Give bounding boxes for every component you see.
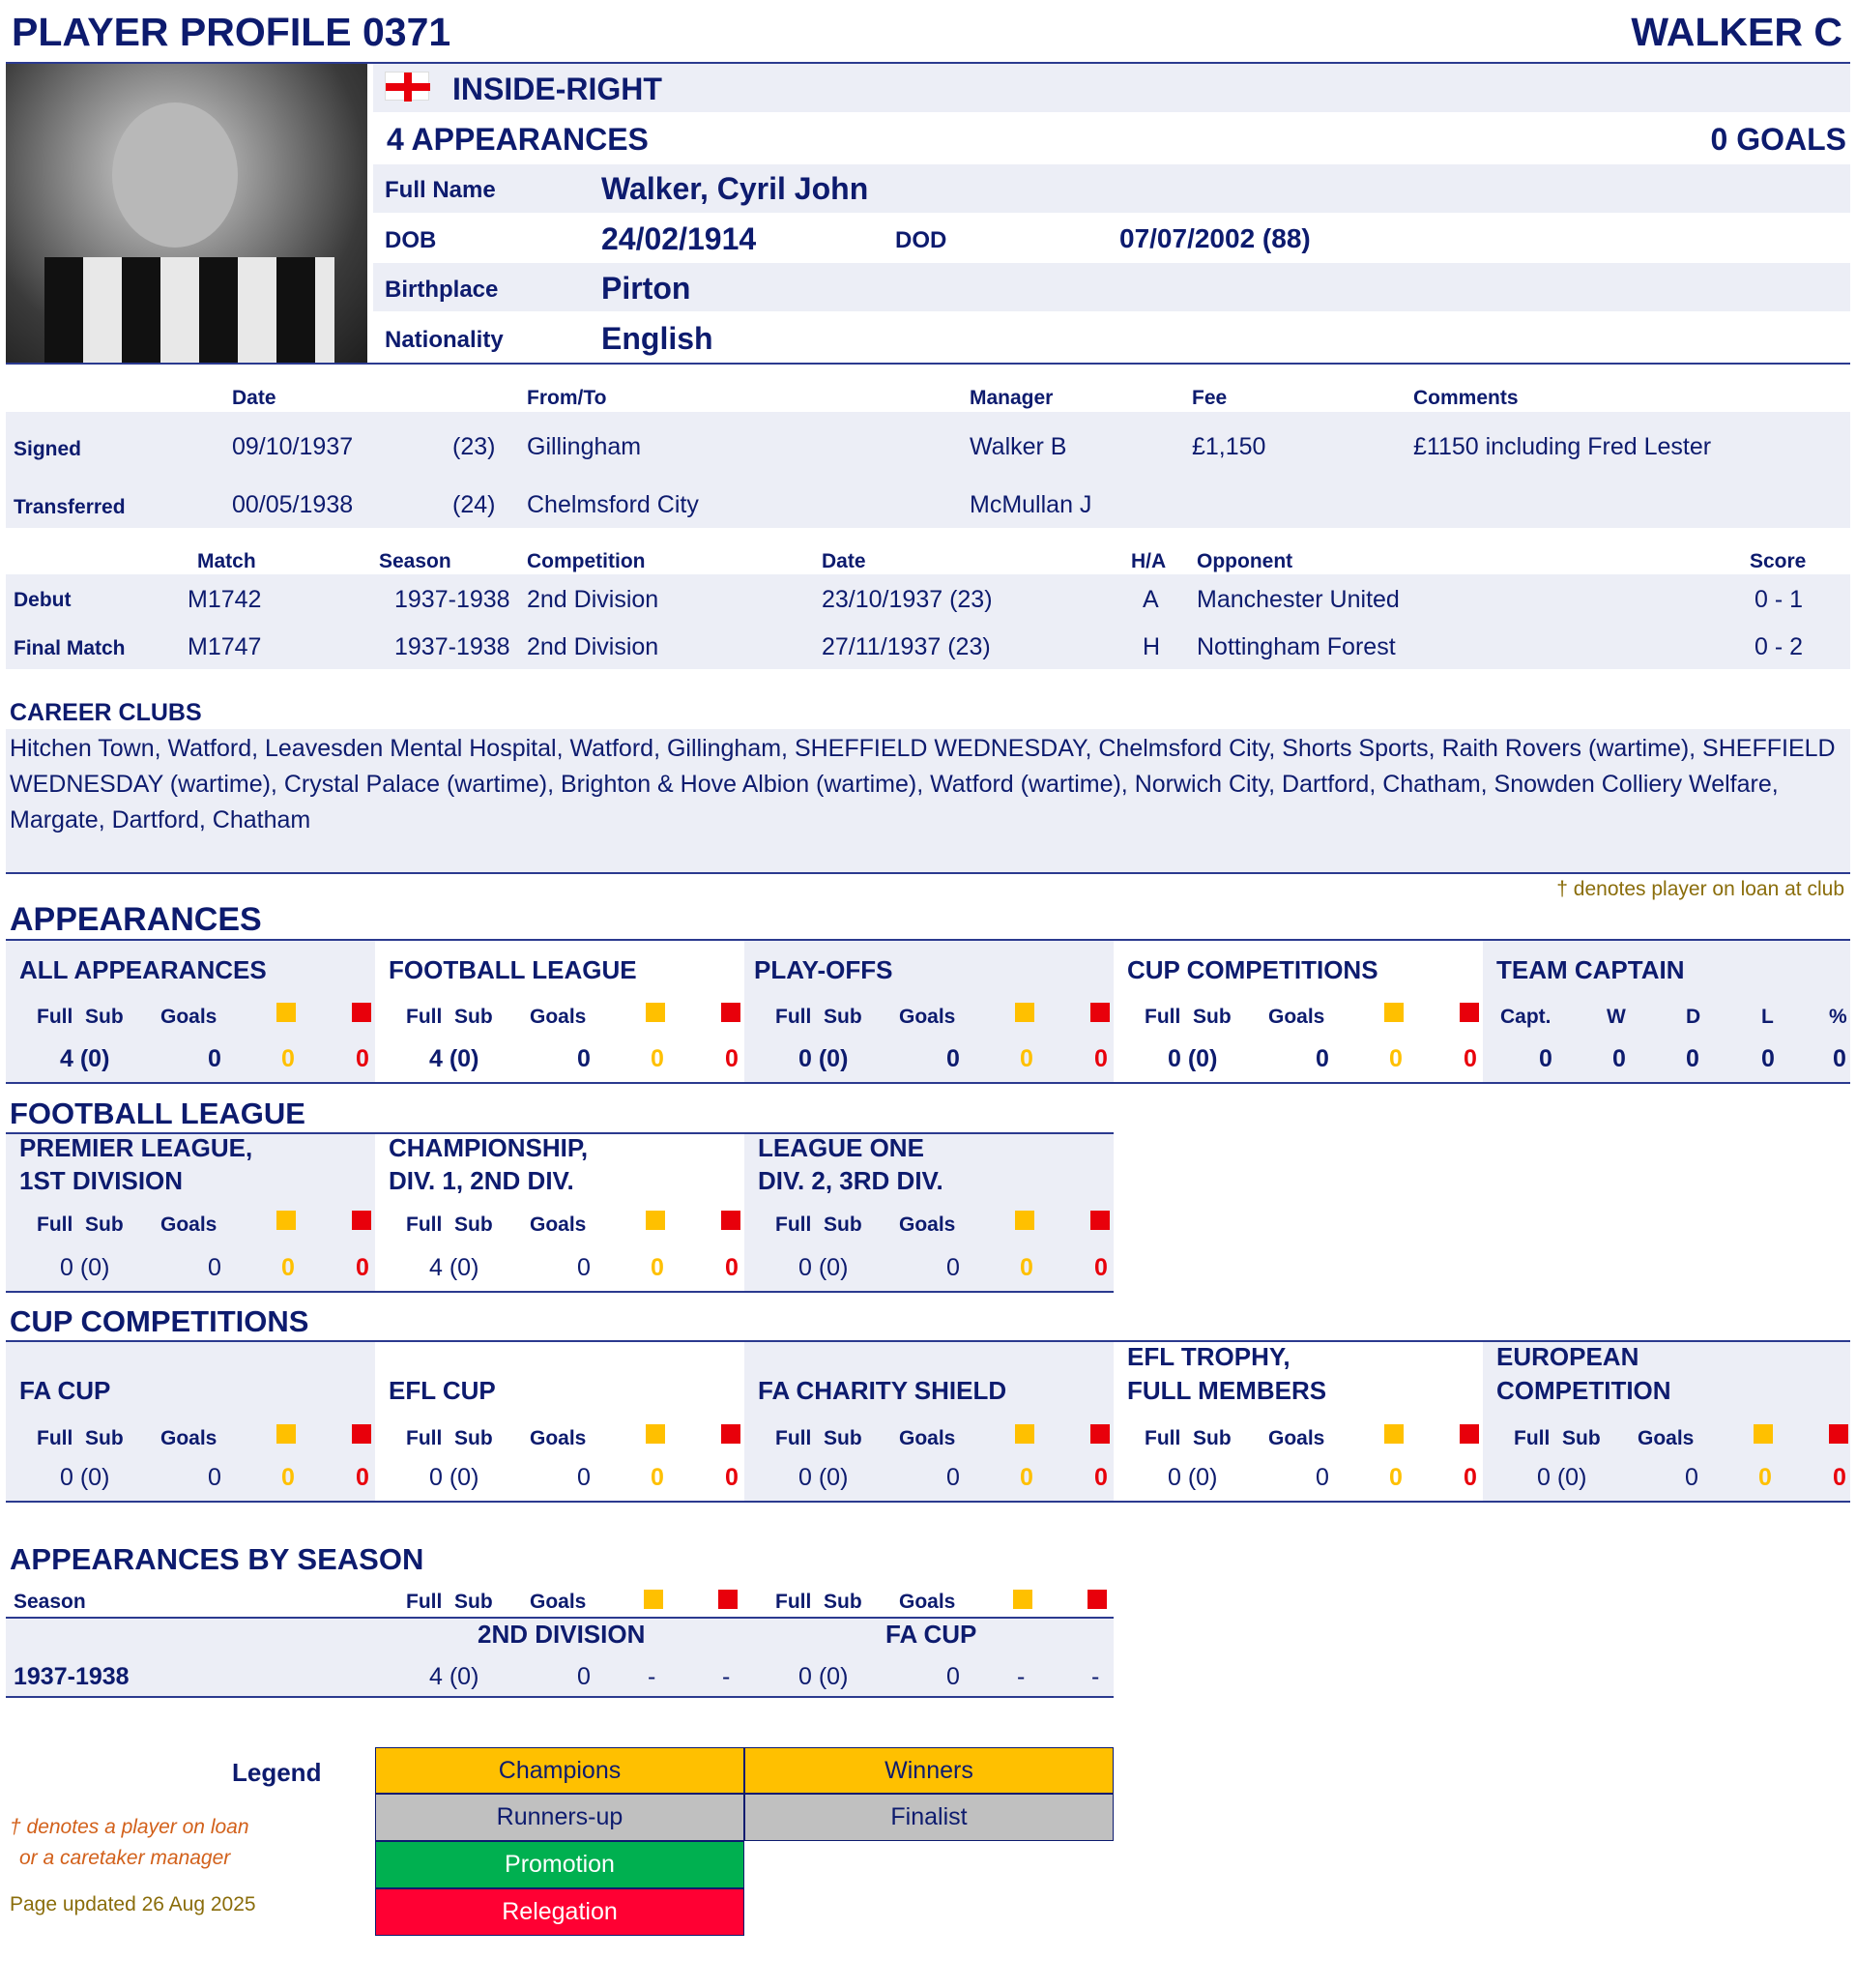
th-fee: Fee (1192, 387, 1228, 409)
red-card-icon (1460, 1424, 1479, 1444)
bio-rule (6, 363, 1850, 365)
all-goals-header: Goals (160, 1006, 218, 1028)
career-line-2: WEDNESDAY (wartime), Crystal Palace (wartime), Brighton & Hove Albion (wartime), Watford (wartime), Norwich City, Dartford, Chatham, Snowden Colliery Welfare, (10, 771, 1779, 798)
championship-red: 0 (725, 1254, 739, 1281)
league-yellow: 0 (651, 1045, 664, 1072)
cups-rule-bottom (6, 1501, 1850, 1503)
cups-sub-header: Sub (1193, 1006, 1232, 1028)
goals-count: 0 GOALS (1710, 122, 1846, 157)
fa-cup-yellow: 0 (281, 1464, 295, 1491)
premier-title-1: PREMIER LEAGUE, (19, 1133, 253, 1162)
red-card-icon (352, 1211, 371, 1230)
championship-title-1: CHAMPIONSHIP, (389, 1133, 589, 1162)
yellow-card-icon (646, 1003, 665, 1022)
european-title-1: EUROPEAN (1496, 1342, 1639, 1371)
by-season-title: APPEARANCES BY SEASON (10, 1542, 424, 1576)
league-one-title-2: DIV. 2, 3RD DIV. (758, 1166, 943, 1195)
league-one-red: 0 (1094, 1254, 1108, 1281)
efl-trophy-goals-header: Goals (1268, 1427, 1325, 1449)
career-rule (6, 872, 1850, 874)
th-date: Date (232, 387, 276, 409)
transferred-label: Transferred (14, 496, 126, 518)
playoffs-full-header: Full (775, 1006, 812, 1028)
bs-sub-header-2: Sub (824, 1591, 862, 1613)
championship-title-2: DIV. 1, 2ND DIV. (389, 1166, 574, 1195)
season-row-c2-red: - (1091, 1663, 1100, 1690)
premier-red: 0 (356, 1254, 369, 1281)
efl-trophy-apps: 0 (0) (1168, 1464, 1218, 1491)
european-red: 0 (1833, 1464, 1846, 1491)
debut-score: 0 - 1 (1754, 586, 1804, 613)
yellow-card-icon (276, 1003, 296, 1022)
league-one-title-1: LEAGUE ONE (758, 1133, 924, 1162)
championship-apps: 4 (0) (429, 1254, 479, 1281)
th-from-to: From/To (527, 387, 607, 409)
european-goals-header: Goals (1638, 1427, 1695, 1449)
red-card-icon (721, 1211, 740, 1230)
nationality: English (601, 321, 713, 356)
panel-captain-title: TEAM CAPTAIN (1496, 955, 1685, 984)
league-one-goals-header: Goals (899, 1213, 956, 1236)
playoffs-red: 0 (1094, 1045, 1108, 1072)
cups-goals: 0 (1316, 1045, 1329, 1072)
debut-opponent: Manchester United (1197, 586, 1400, 613)
playoffs-goals: 0 (946, 1045, 960, 1072)
legend-note-1: † denotes a player on loan (10, 1816, 249, 1838)
efl-cup-goals: 0 (577, 1464, 591, 1491)
signed-label: Signed (14, 438, 82, 460)
efl-cup-goals-header: Goals (530, 1427, 587, 1449)
debut-ha: A (1143, 586, 1159, 613)
european-apps: 0 (0) (1537, 1464, 1587, 1491)
charity-apps: 0 (0) (798, 1464, 849, 1491)
cups-apps: 0 (0) (1168, 1045, 1218, 1072)
legend-relegation: Relegation (375, 1888, 744, 1936)
mh-season: Season (379, 550, 451, 572)
legend-finalist: Finalist (744, 1794, 1114, 1841)
career-line-3: Margate, Dartford, Chatham (10, 806, 311, 833)
charity-goals-header: Goals (899, 1427, 956, 1449)
all-goals: 0 (208, 1045, 221, 1072)
by-season-rule-bottom (6, 1696, 1114, 1698)
final-score: 0 - 2 (1754, 633, 1804, 660)
league-goals: 0 (577, 1045, 591, 1072)
mh-date: Date (822, 550, 866, 572)
yellow-card-icon (1015, 1211, 1034, 1230)
fa-cup-red: 0 (356, 1464, 369, 1491)
nationality-label: Nationality (385, 327, 504, 353)
efl-trophy-goals: 0 (1316, 1464, 1329, 1491)
charity-yellow: 0 (1020, 1464, 1033, 1491)
season-row-c2-goals: 0 (946, 1663, 960, 1690)
bs-full-header-1: Full (406, 1591, 443, 1613)
captain-d-header: D (1686, 1006, 1701, 1028)
yellow-card-icon (276, 1424, 296, 1444)
fa-cup-title: FA CUP (19, 1376, 111, 1405)
red-card-icon (721, 1003, 740, 1022)
red-card-icon (718, 1590, 738, 1609)
photo-face (112, 102, 238, 248)
appearances-count: 4 APPEARANCES (387, 122, 649, 157)
final-opponent: Nottingham Forest (1197, 633, 1396, 660)
fa-cup-goals-header: Goals (160, 1427, 218, 1449)
charity-shield-title: FA CHARITY SHIELD (758, 1376, 1007, 1405)
premier-goals-header: Goals (160, 1213, 218, 1236)
season-row-c1-apps: 4 (0) (429, 1663, 479, 1690)
mh-opponent: Opponent (1197, 550, 1293, 572)
final-ha: H (1143, 633, 1161, 660)
yellow-card-icon (1384, 1003, 1404, 1022)
all-sub-header: Sub (85, 1006, 124, 1028)
all-full-header: Full (37, 1006, 73, 1028)
efl-trophy-title-1: EFL TROPHY, (1127, 1342, 1290, 1371)
player-photo (6, 64, 367, 364)
efl-trophy-sub-header: Sub (1193, 1427, 1232, 1449)
legend-title: Legend (232, 1758, 322, 1787)
transferred-date: 00/05/1938 (232, 491, 354, 518)
championship-sub-header: Sub (454, 1213, 493, 1236)
full-name-label: Full Name (385, 177, 496, 203)
premier-full-header: Full (37, 1213, 73, 1236)
full-name: Walker, Cyril John (601, 171, 869, 206)
charity-sub-header: Sub (824, 1427, 862, 1449)
birthplace-row (373, 263, 1850, 311)
th-manager: Manager (970, 387, 1054, 409)
yellow-card-icon (276, 1211, 296, 1230)
red-card-icon (721, 1424, 740, 1444)
red-card-icon (1090, 1424, 1110, 1444)
legend-champions: Champions (375, 1747, 744, 1794)
red-card-icon (1460, 1003, 1479, 1022)
all-yellow: 0 (281, 1045, 295, 1072)
cups-full-header: Full (1145, 1006, 1181, 1028)
mh-match: Match (197, 550, 256, 572)
captain-capt: 0 (1539, 1045, 1552, 1072)
championship-goals: 0 (577, 1254, 591, 1281)
efl-cup-apps: 0 (0) (429, 1464, 479, 1491)
yellow-card-icon (646, 1424, 665, 1444)
yellow-card-icon (646, 1211, 665, 1230)
league-one-apps: 0 (0) (798, 1254, 849, 1281)
signed-age: (23) (452, 433, 496, 460)
season-header: Season (14, 1591, 86, 1613)
premier-goals: 0 (208, 1254, 221, 1281)
league-one-full-header: Full (775, 1213, 812, 1236)
debut-date: 23/10/1937 (23) (822, 586, 993, 613)
legend-winners: Winners (744, 1747, 1114, 1794)
european-sub-header: Sub (1562, 1427, 1601, 1449)
photo-shirt (44, 257, 334, 364)
fa-cup-full-header: Full (37, 1427, 73, 1449)
efl-trophy-full-header: Full (1145, 1427, 1181, 1449)
league-full-header: Full (406, 1006, 443, 1028)
by-season-comp-2: FA CUP (885, 1620, 977, 1649)
european-full-header: Full (1514, 1427, 1551, 1449)
red-card-icon (1090, 1003, 1110, 1022)
signed-comments: £1150 including Fred Lester (1413, 433, 1712, 460)
yellow-card-icon (1013, 1590, 1032, 1609)
efl-cup-yellow: 0 (651, 1464, 664, 1491)
mh-score: Score (1750, 550, 1807, 572)
bs-goals-header-2: Goals (899, 1591, 956, 1613)
red-card-icon (1088, 1590, 1107, 1609)
fa-cup-sub-header: Sub (85, 1427, 124, 1449)
dob-label: DOB (385, 227, 437, 253)
efl-cup-sub-header: Sub (454, 1427, 493, 1449)
page-updated: Page updated 26 Aug 2025 (10, 1893, 256, 1915)
league-rule-bottom (6, 1291, 1114, 1293)
yellow-card-icon (1015, 1424, 1034, 1444)
loan-note: † denotes player on loan at club (1556, 878, 1844, 900)
red-card-icon (1090, 1211, 1110, 1230)
league-goals-header: Goals (530, 1006, 587, 1028)
captain-d: 0 (1686, 1045, 1699, 1072)
playoffs-goals-header: Goals (899, 1006, 956, 1028)
appearances-rule-bottom (6, 1082, 1850, 1084)
fa-cup-apps: 0 (0) (60, 1464, 110, 1491)
yellow-card-icon (1015, 1003, 1034, 1022)
championship-yellow: 0 (651, 1254, 664, 1281)
captain-pct-header: % (1829, 1006, 1847, 1028)
final-season: 1937-1938 (394, 633, 510, 660)
legend-promotion: Promotion (375, 1841, 744, 1888)
debut-competition: 2nd Division (527, 586, 659, 613)
legend-runners-up: Runners-up (375, 1794, 744, 1841)
mh-competition: Competition (527, 550, 646, 572)
cups-yellow: 0 (1389, 1045, 1403, 1072)
season-row-c2-yellow: - (1017, 1663, 1026, 1690)
signed-fee: £1,150 (1192, 433, 1266, 460)
league-apps: 4 (0) (429, 1045, 479, 1072)
bs-goals-header-1: Goals (530, 1591, 587, 1613)
championship-full-header: Full (406, 1213, 443, 1236)
season-row-c1-red: - (722, 1663, 731, 1690)
legend-note-2: or a caretaker manager (19, 1847, 231, 1869)
transferred-club: Chelmsford City (527, 491, 699, 518)
captain-w: 0 (1612, 1045, 1626, 1072)
final-label: Final Match (14, 637, 126, 659)
efl-cup-full-header: Full (406, 1427, 443, 1449)
birthplace-label: Birthplace (385, 277, 499, 303)
season-row-c1-yellow: - (648, 1663, 656, 1690)
yellow-card-icon (644, 1590, 663, 1609)
championship-goals-header: Goals (530, 1213, 587, 1236)
position: INSIDE-RIGHT (452, 72, 662, 106)
playoffs-sub-header: Sub (824, 1006, 862, 1028)
debut-label: Debut (14, 589, 72, 611)
yellow-card-icon (1384, 1424, 1404, 1444)
debut-match[interactable]: M1742 (188, 586, 262, 613)
england-flag-icon (385, 72, 429, 101)
efl-cup-title: EFL CUP (389, 1376, 496, 1405)
cups-red: 0 (1464, 1045, 1477, 1072)
birthplace: Pirton (601, 271, 691, 306)
captain-l-header: L (1761, 1006, 1774, 1028)
charity-goals: 0 (946, 1464, 960, 1491)
red-card-icon (352, 1003, 371, 1022)
season-row-c2-apps: 0 (0) (798, 1663, 849, 1690)
season-row-season: 1937-1938 (14, 1663, 130, 1690)
career-line-1: Hitchen Town, Watford, Leavesden Mental Hospital, Watford, Gillingham, SHEFFIELD WEDNESDAY, Chelmsford City, Shorts Sports, Raith Rovers (wartime), SHEFFIELD (10, 735, 1836, 762)
mh-ha: H/A (1131, 550, 1167, 572)
premier-title-2: 1ST DIVISION (19, 1166, 184, 1195)
panel-all-title: ALL APPEARANCES (19, 955, 267, 984)
charity-red: 0 (1094, 1464, 1108, 1491)
all-red: 0 (356, 1045, 369, 1072)
league-red: 0 (725, 1045, 739, 1072)
player-short-name: WALKER C (1631, 10, 1842, 54)
captain-pct: 0 (1833, 1045, 1846, 1072)
dod: 07/07/2002 (88) (1119, 223, 1311, 253)
european-goals: 0 (1685, 1464, 1698, 1491)
fa-cup-goals: 0 (208, 1464, 221, 1491)
efl-trophy-yellow: 0 (1389, 1464, 1403, 1491)
playoffs-yellow: 0 (1020, 1045, 1033, 1072)
league-sub-header: Sub (454, 1006, 493, 1028)
transferred-manager: McMullan J (970, 491, 1092, 518)
cups-goals-header: Goals (1268, 1006, 1325, 1028)
efl-trophy-red: 0 (1464, 1464, 1477, 1491)
red-card-icon (352, 1424, 371, 1444)
yellow-card-icon (1754, 1424, 1773, 1444)
cup-competitions-title: CUP COMPETITIONS (10, 1304, 309, 1338)
panel-cups-title: CUP COMPETITIONS (1127, 955, 1378, 984)
panel-playoffs-title: PLAY-OFFS (754, 955, 893, 984)
bs-sub-header-1: Sub (454, 1591, 493, 1613)
league-one-sub-header: Sub (824, 1213, 862, 1236)
season-row-c1-goals: 0 (577, 1663, 591, 1690)
transferred-age: (24) (452, 491, 496, 518)
full-name-row (373, 164, 1850, 213)
dob: 24/02/1914 (601, 221, 757, 256)
charity-full-header: Full (775, 1427, 812, 1449)
career-clubs-title: CAREER CLUBS (10, 699, 202, 726)
captain-w-header: W (1607, 1006, 1626, 1028)
european-title-2: COMPETITION (1496, 1376, 1671, 1405)
signed-manager: Walker B (970, 433, 1067, 460)
premier-yellow: 0 (281, 1254, 295, 1281)
premier-sub-header: Sub (85, 1213, 124, 1236)
signed-club: Gillingham (527, 433, 642, 460)
football-league-title: FOOTBALL LEAGUE (10, 1096, 305, 1130)
appearances-title: APPEARANCES (10, 901, 262, 938)
bs-full-header-2: Full (775, 1591, 812, 1613)
signed-date: 09/10/1937 (232, 433, 354, 460)
league-one-yellow: 0 (1020, 1254, 1033, 1281)
playoffs-apps: 0 (0) (798, 1045, 849, 1072)
efl-trophy-title-2: FULL MEMBERS (1127, 1376, 1327, 1405)
red-card-icon (1829, 1424, 1848, 1444)
final-competition: 2nd Division (527, 633, 659, 660)
by-season-comp-1: 2ND DIVISION (478, 1620, 646, 1649)
all-apps: 4 (0) (60, 1045, 110, 1072)
european-yellow: 0 (1758, 1464, 1772, 1491)
final-match[interactable]: M1747 (188, 633, 262, 660)
premier-apps: 0 (0) (60, 1254, 110, 1281)
profile-title: PLAYER PROFILE 0371 (12, 10, 451, 54)
final-date: 27/11/1937 (23) (822, 633, 991, 660)
panel-league-title: FOOTBALL LEAGUE (389, 955, 637, 984)
captain-capt-header: Capt. (1500, 1006, 1552, 1028)
dod-label: DOD (895, 227, 947, 253)
th-comments: Comments (1413, 387, 1519, 409)
debut-season: 1937-1938 (394, 586, 510, 613)
league-one-goals: 0 (946, 1254, 960, 1281)
efl-cup-red: 0 (725, 1464, 739, 1491)
captain-l: 0 (1761, 1045, 1775, 1072)
